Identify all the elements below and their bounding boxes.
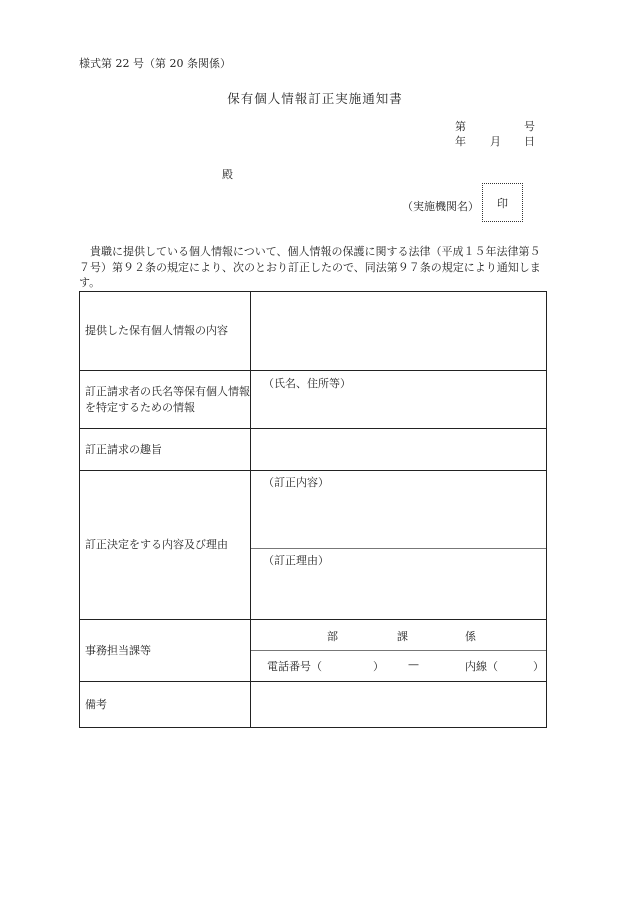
table-row [80,429,547,471]
kakari-label: 係 [465,630,476,643]
notice-text: 貴職に提供している個人情報について、個人情報の保護に関する法律（平成１５年法律第５７号）第９２条の規定により、次のとおり訂正したので、同法第９７条の規定により通知します。 [79,245,541,289]
ka-label: 課 [397,630,408,643]
year-label: 年 [455,135,466,148]
table-row [80,292,547,371]
seal-label: 印 [497,196,508,210]
go-label: 号 [524,120,535,133]
request-purpose-field[interactable] [251,429,547,471]
phone-label: 電話番号（ [267,660,322,673]
info-content-field[interactable] [251,292,547,371]
row-label-info-content: 提供した保有個人情報の内容 [80,292,251,371]
table-row [80,371,547,429]
correction-content-hint: （訂正内容） [263,476,329,489]
row-label-decision: 訂正決定をする内容及び理由 [80,471,251,620]
remarks-field[interactable] [251,682,547,728]
month-label: 月 [490,135,501,148]
recipient-honorific: 殿 [222,168,233,181]
form-number: 様式第 22 号（第 20 条関係） [79,57,231,70]
extension-label: 内線（ [465,660,498,673]
row-label-request-purpose: 訂正請求の趣旨 [80,429,251,471]
office-field[interactable] [251,620,547,682]
seal-box [482,183,523,222]
notice-paragraph [79,244,549,291]
bu-label: 部 [327,630,338,643]
dash-label: — [408,658,419,671]
notice-table [79,291,547,728]
requester-info-field[interactable] [251,371,547,429]
row-label-remarks: 備考 [80,682,251,728]
office-divider [251,650,546,651]
day-label: 日 [524,135,535,148]
row-label-office: 事務担当課等 [80,620,251,682]
extension-close: ） [533,660,544,673]
correction-reason-hint: （訂正理由） [263,554,329,567]
table-row [80,471,547,620]
agency-name-label: （実施機関名） [402,200,479,213]
decision-divider [251,548,546,549]
row-label-requester-info: 訂正請求者の氏名等保有個人情報を特定するための情報 [80,371,251,429]
dai-label: 第 [455,120,466,133]
table-row [80,620,547,682]
table-row [80,682,547,728]
name-address-hint: （氏名、住所等） [263,377,351,390]
phone-close: ） [373,660,384,673]
document-title: 保有個人情報訂正実施通知書 [227,91,403,106]
decision-field[interactable] [251,471,547,620]
